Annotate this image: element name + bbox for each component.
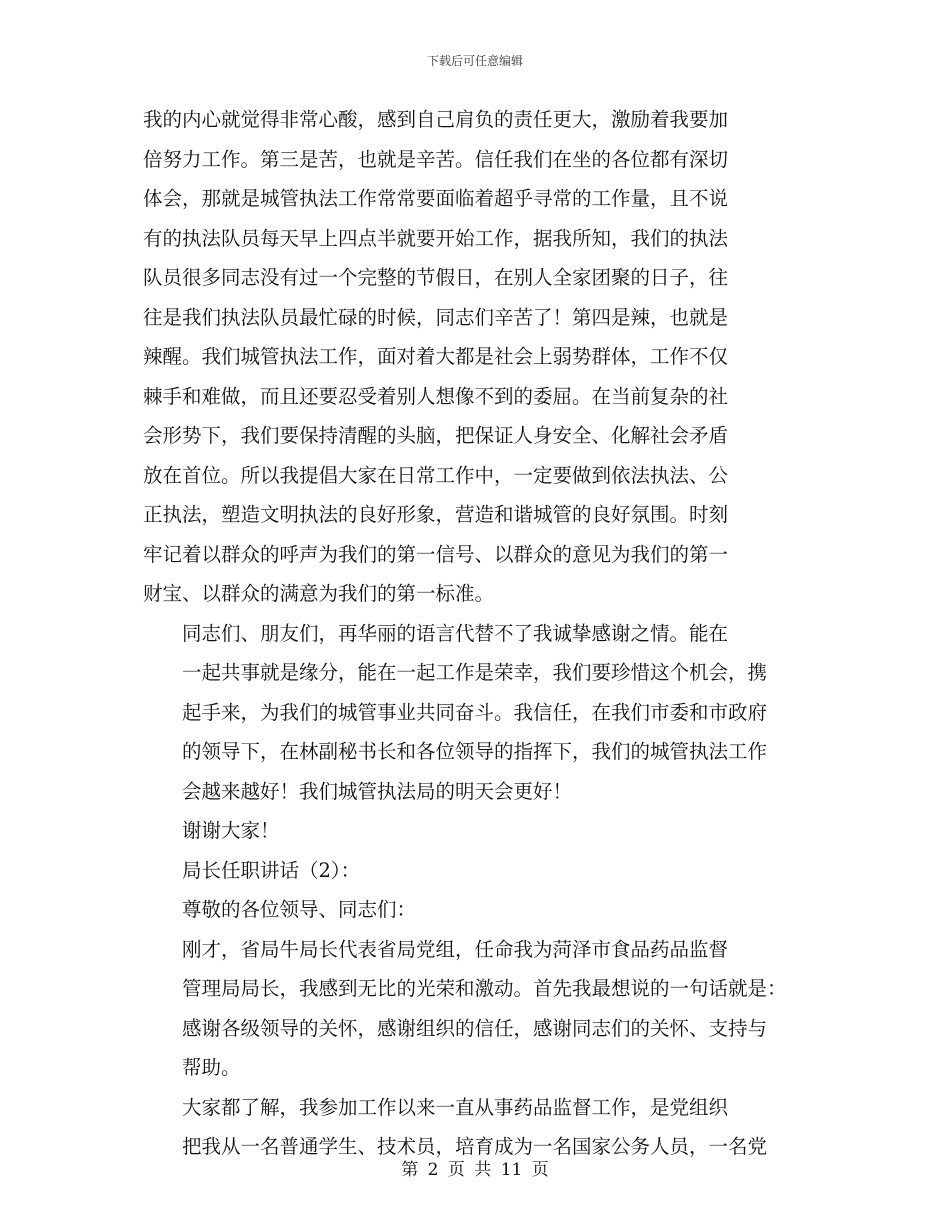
document-body <box>143 100 811 1167</box>
text-line: 正执法，塑造文明执法的良好形象，营造和谐城管的良好氛围。时刻 <box>143 503 729 526</box>
section-title <box>143 851 811 891</box>
text-line: 我的内心就觉得非常心酸，感到自己肩负的责任更大，激励着我要加 <box>143 108 729 131</box>
text-line: 刚才，省局牛局长代表省局党组，任命我为菏泽市食品药品监督 <box>182 937 729 961</box>
text-line: 有的执法队员每天早上四点半就要开始工作，据我所知，我们的执法 <box>143 226 729 250</box>
text-line: 局长任职讲话（2）： <box>182 858 361 882</box>
text-line: 倍努力工作。第三是苦，也就是辛苦。信任我们在坐的各位都有深切 <box>143 147 729 171</box>
text-line: 一起共事就是缘分，能在一起工作是荣幸，我们要珍惜这个机会，携 <box>182 661 768 684</box>
text-line: 起手来，为我们的城管事业共同奋斗。我信任，在我们市委和市政府 <box>182 700 768 724</box>
page-footer: 第 2 页 共 11 页 <box>401 1160 549 1180</box>
paragraph-6 <box>143 930 811 1088</box>
text-line: 队员很多同志没有过一个完整的节假日，在别人全家团聚的日子，往 <box>143 266 729 289</box>
salutation <box>143 890 811 930</box>
text-line: 辣醒。我们城管执法工作，面对着大都是社会上弱势群体，工作不仅 <box>143 345 729 368</box>
paragraph-1 <box>143 100 811 614</box>
text-line: 感谢各级领导的关怀，感谢组织的信任，感谢同志们的关怀、支持与 <box>182 1016 768 1040</box>
text-line: 财宝、以群众的满意为我们的第一标准。 <box>143 582 495 605</box>
text-line: 牢记着以群众的呼声为我们的第一信号、以群众的意见为我们的第一 <box>143 542 729 566</box>
text-line: 会越来越好！我们城管执法局的明天会更好！ <box>182 779 573 803</box>
text-line: 同志们、朋友们，再华丽的语言代替不了我诚挚感谢之情。能在 <box>182 621 729 645</box>
text-line: 谢谢大家！ <box>182 819 280 842</box>
paragraph-2 <box>143 614 811 812</box>
text-line: 往是我们执法队员最忙碌的时候，同志们辛苦了！第四是辣，也就是 <box>143 305 729 329</box>
text-line: 帮助。 <box>182 1056 241 1079</box>
paragraph-3 <box>143 811 811 851</box>
text-line: 放在首位。所以我提倡大家在日常工作中，一定要做到依法执法、公 <box>143 463 729 487</box>
text-line: 棘手和难做，而且还要忍受着别人想像不到的委屈。在当前复杂的社 <box>143 384 729 408</box>
page-header: 下载后可任意编辑 <box>426 54 523 68</box>
text-line: 体会，那就是城管执法工作常常要面临着超乎寻常的工作量，且不说 <box>143 187 729 210</box>
text-line: 会形势下，我们要保持清醒的头脑，把保证人身安全、化解社会矛盾 <box>143 424 729 447</box>
text-line: 的领导下，在林副秘书长和各位领导的指挥下，我们的城管执法工作 <box>182 740 768 763</box>
text-line: 管理局局长，我感到无比的光荣和激动。首先我最想说的一句话就是： <box>182 977 787 1000</box>
text-line: 把我从一名普通学生、技术员，培育成为一名国家公务人员，一名党 <box>182 1135 768 1158</box>
text-line: 大家都了解，我参加工作以来一直从事药品监督工作，是党组织 <box>182 1095 729 1119</box>
text-line: 尊敬的各位领导、同志们： <box>182 898 417 921</box>
